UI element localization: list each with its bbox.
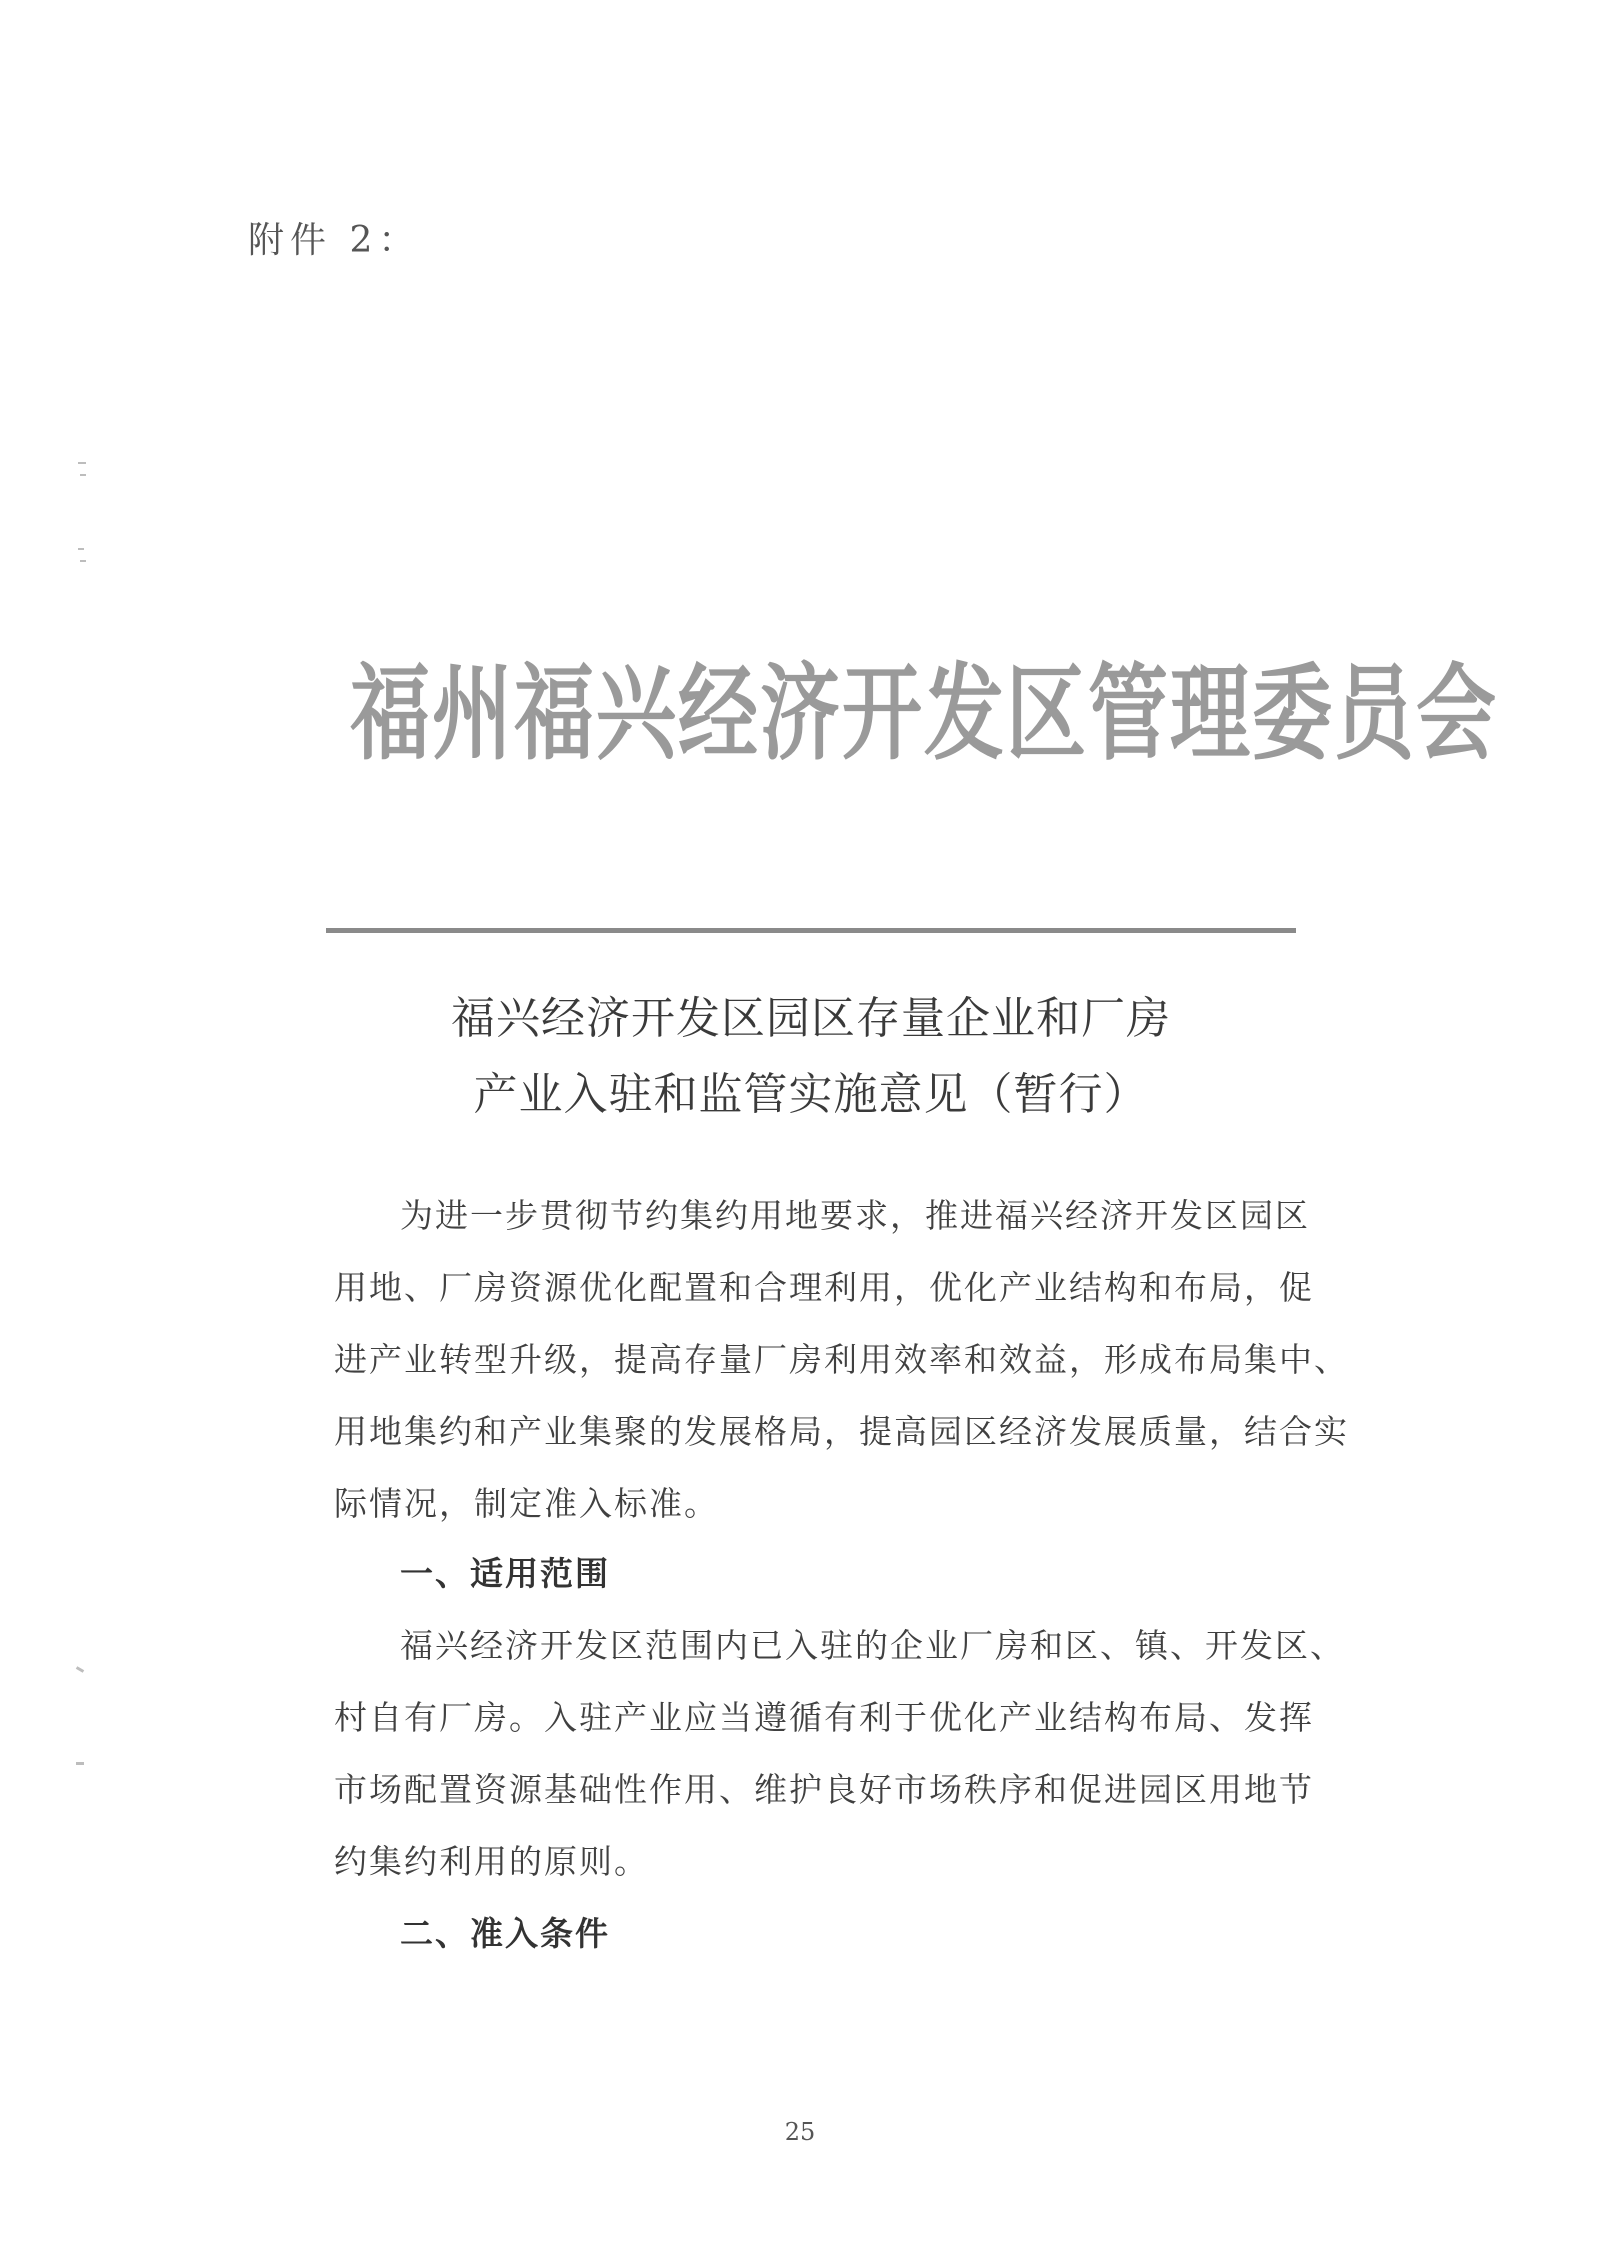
intro-paragraph-line-1: 为进一步贯彻节约集约用地要求，推进福兴经济开发区园区 [400,1196,1310,1235]
scan-mark [76,1666,84,1673]
attachment-label: 附件 2： [248,220,421,261]
issuer-masthead: 福州福兴经济开发区管理委员会 [350,652,1498,775]
header-divider [326,928,1296,933]
scan-mark [76,1762,84,1765]
section-heading-scope: 一、适用范围 [400,1554,610,1593]
scan-mark [78,462,86,464]
scan-mark [80,560,86,562]
section-heading-conditions: 二、准入条件 [400,1914,610,1953]
document-title-line-1: 福兴经济开发区园区存量企业和厂房 [451,993,1171,1044]
scope-paragraph-line-2: 村自有厂房。入驻产业应当遵循有利于优化产业结构布局、发挥 [334,1698,1314,1737]
scan-mark [80,474,86,476]
scan-mark [78,548,84,550]
intro-paragraph-line-5: 际情况，制定准入标准。 [334,1484,719,1523]
scope-paragraph-line-3: 市场配置资源基础性作用、维护良好市场秩序和促进园区用地节 [334,1770,1314,1809]
page-number: 25 [784,2118,816,2146]
scope-paragraph-line-1: 福兴经济开发区范围内已入驻的企业厂房和区、镇、开发区、 [400,1626,1345,1665]
intro-paragraph-line-2: 用地、厂房资源优化配置和合理利用，优化产业结构和布局，促 [334,1268,1314,1307]
intro-paragraph-line-4: 用地集约和产业集聚的发展格局，提高园区经济发展质量，结合实 [334,1412,1349,1451]
document-title-line-2: 产业入驻和监管实施意见（暂行） [473,1069,1149,1120]
intro-paragraph-line-3: 进产业转型升级，提高存量厂房利用效率和效益，形成布局集中、 [334,1340,1349,1379]
scope-paragraph-line-4: 约集约利用的原则。 [334,1842,649,1881]
